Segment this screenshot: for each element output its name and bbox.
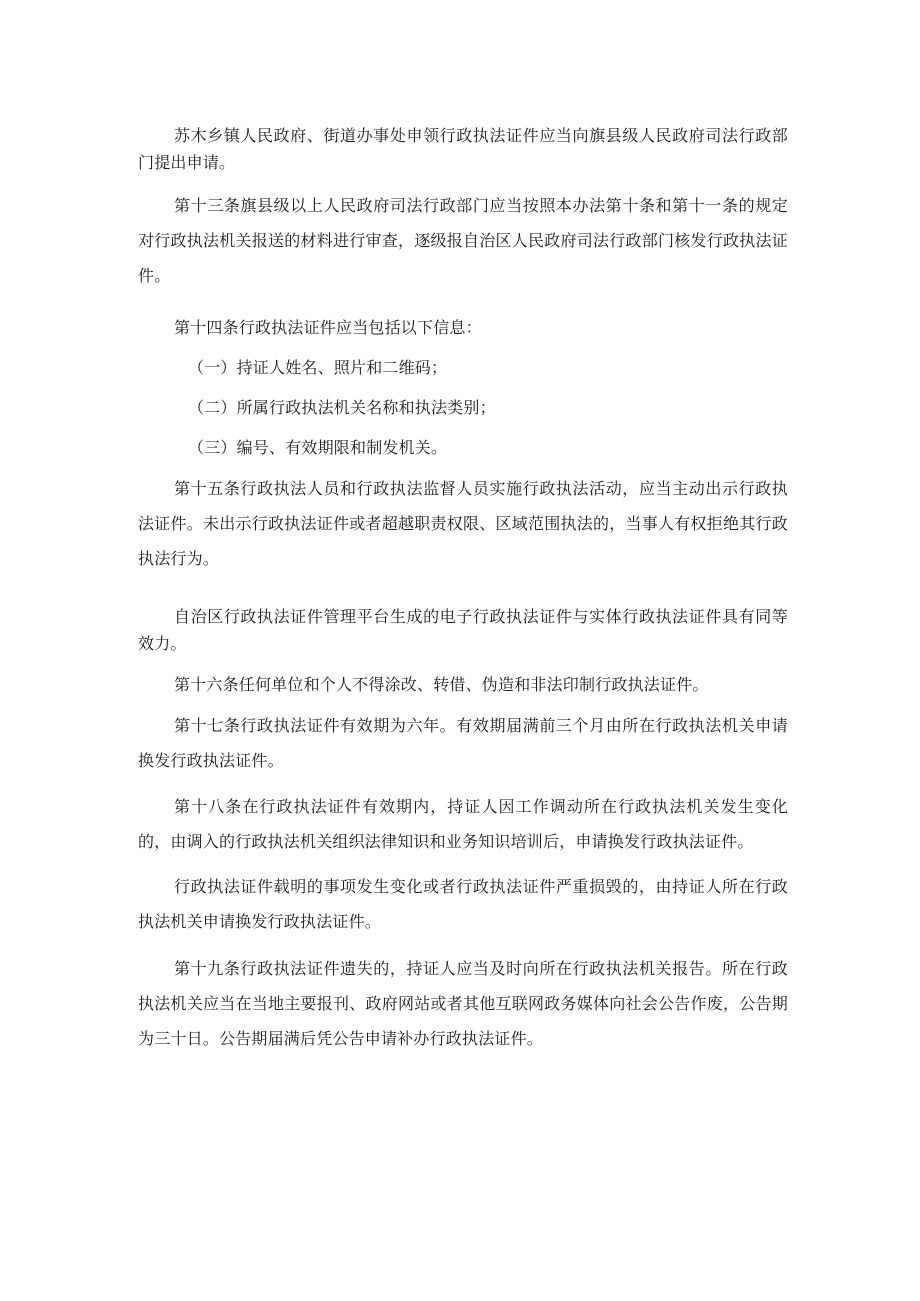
paragraph-township-application: 苏木乡镇人民政府、街道办事处申领行政执法证件应当向旗县级人民政府司法行政部门提出申请。: [138, 126, 788, 172]
paragraph-electronic-certificate: 自治区行政执法证件管理平台生成的电子行政执法证件与实体行政执法证件具有同等效力。: [138, 607, 788, 653]
paragraph-article-18: 第十八条在行政执法证件有效期内，持证人因工作调动所在行政执法机关发生变化的，由调入的行政执法机关组织法律知识和业务知识培训后，申请换发行政执法证件。: [138, 797, 788, 851]
list-item-3: （三）编号、有效期限和制发机关。: [188, 438, 448, 457]
list-item-2: （二）所属行政执法机关名称和执法类别；: [188, 398, 496, 417]
paragraph-article-16: 第十六条任何单位和个人不得涂改、转借、伪造和非法印制行政执法证件。: [174, 675, 709, 694]
paragraph-article-13: 第十三条旗县级以上人民政府司法行政部门应当按照本办法第十条和第十一条的规定对行政执法机关报送的材料进行审查，逐级报自治区人民政府司法行政部门核发行政执法证件。: [138, 196, 788, 285]
paragraph-article-19: 第十九条行政执法证件遗失的，持证人应当及时向所在行政执法机关报告。所在行政执法机关应当在当地主要报刊、政府网站或者其他互联网政务媒体向社会公告作废，公告期为三十日。公告期届满后凭公告申请补办行政执法证件。: [138, 959, 788, 1048]
paragraph-article-17: 第十七条行政执法证件有效期为六年。有效期届满前三个月由所在行政执法机关申请换发行政执法证件。: [138, 716, 788, 770]
paragraph-article-14: 第十四条行政执法证件应当包括以下信息：: [174, 318, 482, 337]
paragraph-article-15: 第十五条行政执法人员和行政执法监督人员实施行政执法活动，应当主动出示行政执法证件。未出示行政执法证件或者超越职责权限、区域范围执法的，当事人有权拒绝其行政执法行为。: [138, 479, 788, 568]
paragraph-change-of-items: 行政执法证件载明的事项发生变化或者行政执法证件严重损毁的，由持证人所在行政执法机关申请换发行政执法证件。: [138, 877, 788, 931]
list-item-1: （一）持证人姓名、照片和二维码；: [188, 358, 448, 377]
